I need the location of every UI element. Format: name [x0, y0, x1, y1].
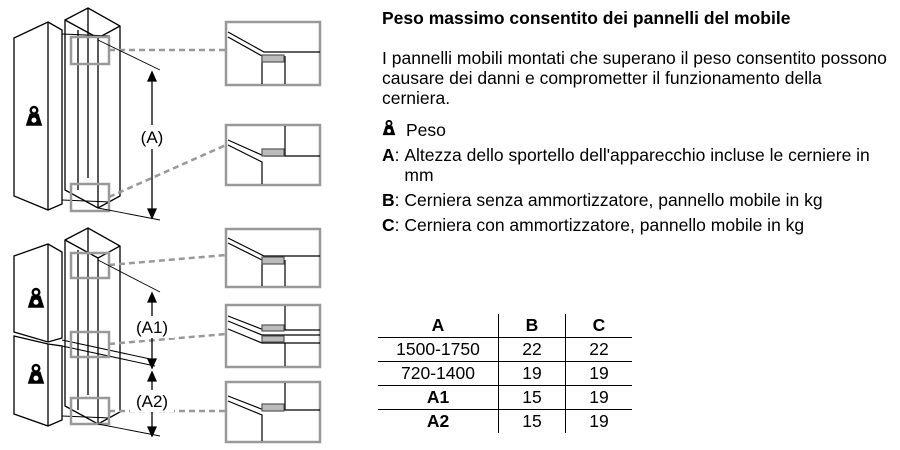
legend-text-a: Altezza dello sportello dell'apparecchio incluse le cerniere in mm	[404, 145, 870, 185]
table-cell: 19	[566, 362, 633, 386]
table-cell: A2	[426, 411, 450, 431]
legend-item-b: B: Cerniera senza ammortizzatore, pannello mobile in kg	[382, 190, 892, 210]
table-header-row	[378, 314, 632, 338]
intro-text: I pannelli mobili montati che superano il peso consentito possono causare dei danni e comprometter il funzionamento della cerniera.	[382, 48, 887, 108]
hinge-detail-4	[226, 305, 320, 367]
table-cell: 22	[499, 338, 566, 362]
legend-item-c: C: Cerniera con ammortizzatore, pannello mobile in kg	[382, 215, 892, 235]
table-cell: 1500-1750	[378, 338, 499, 362]
hinge-detail-1	[226, 22, 320, 85]
weight-icon	[382, 120, 396, 136]
table-cell: 15	[499, 386, 566, 410]
table-cell: 720-1400	[378, 362, 499, 386]
table-cell: A1	[378, 386, 499, 410]
table-row	[378, 338, 632, 362]
label-a2: (A2)	[135, 392, 169, 411]
hinge-detail-2	[226, 125, 320, 185]
table-header-a: A	[378, 314, 499, 338]
legend-key-b: B	[382, 190, 395, 210]
table-cell: 22	[566, 338, 633, 362]
table-cell: 19	[566, 386, 633, 410]
weight-table	[378, 314, 632, 433]
legend	[382, 120, 892, 240]
table-row	[378, 362, 632, 386]
appliance-illustration	[0, 0, 370, 450]
legend-weight-label: Peso	[406, 120, 446, 140]
table-header-b: B	[499, 314, 566, 338]
page-title: Peso massimo consentito dei pannelli del mobile	[382, 8, 791, 28]
label-a: (A)	[140, 128, 164, 147]
table-row	[378, 386, 632, 410]
hinge-detail-5	[226, 382, 320, 442]
label-a1: (A1)	[135, 318, 169, 337]
table-cell: 19	[499, 362, 566, 386]
legend-text-b: Cerniera senza ammortizzatore, pannello mobile in kg	[404, 190, 823, 210]
table-row	[378, 410, 632, 434]
legend-item-a: A: Altezza dello sportello dell'apparecchio incluse le cerniere in mm	[382, 145, 892, 185]
legend-text-c: Cerniera con ammortizzatore, pannello mobile in kg	[404, 215, 805, 235]
legend-key-a: A	[382, 145, 395, 165]
legend-key-c: C	[382, 215, 395, 235]
table-cell: 15	[499, 410, 566, 434]
legend-item-weight	[382, 120, 892, 140]
table-cell: 19	[589, 411, 609, 431]
table-header-c: C	[566, 314, 633, 338]
hinge-detail-3	[226, 229, 320, 287]
